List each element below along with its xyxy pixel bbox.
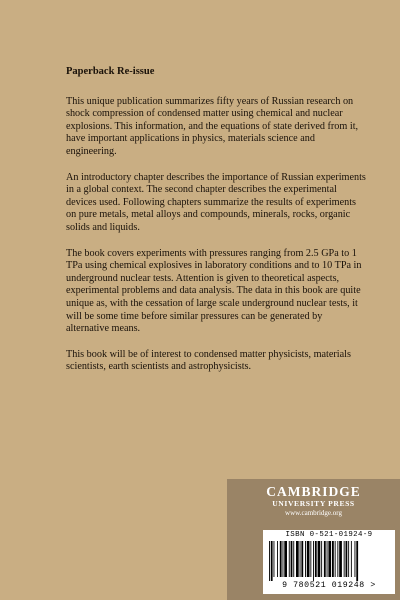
publisher-subname: UNIVERSITY PRESS [272, 499, 355, 508]
publisher-url: www.cambridge.org [285, 509, 342, 517]
reissue-heading: Paperback Re-issue [66, 66, 155, 77]
blurb-text-block [66, 66, 366, 387]
publisher-logo [227, 485, 400, 518]
barcode-panel [263, 530, 395, 594]
publisher-name: CAMBRIDGE [266, 484, 361, 499]
blurb-paragraph-1: This unique publication summarizes fifty years of Russian research on shock compression of condensed matter using chemical and nuclear explosions. This information, and the equations of state derived from it, have important applications in physics, materials science and engineering. [66, 95, 359, 157]
blurb-paragraph-2: An introductory chapter describes the importance of Russian experiments in a global context. The second chapter describes the experimental devices used. Following chapters summarize the results of experiments on pure metals, metal alloys and compounds, minerals, rocks, organic solids and liquids. [66, 171, 366, 233]
barcode-digits: 9 780521 019248 > [282, 581, 376, 590]
blurb-paragraph-3: The book covers experiments with pressures ranging from 2.5 GPa to 1 TPa using chemical explosives in laboratory conditions and to 10 TPa in underground nuclear tests. Attention is given to theoretical aspects, experimental problems and data analysis. The data in this book are quite unique as, with the cessation of large scale underground nuclear tests, it will be some time before similar pressures can be generated by alternative means. [66, 247, 362, 335]
blurb-paragraph-4: This book will be of interest to condensed matter physicists, materials scientists, earth scientists and astrophysicists. [66, 348, 351, 373]
barcode-icon [267, 541, 391, 581]
isbn-label: ISBN 0-521-01924-9 [285, 531, 373, 539]
